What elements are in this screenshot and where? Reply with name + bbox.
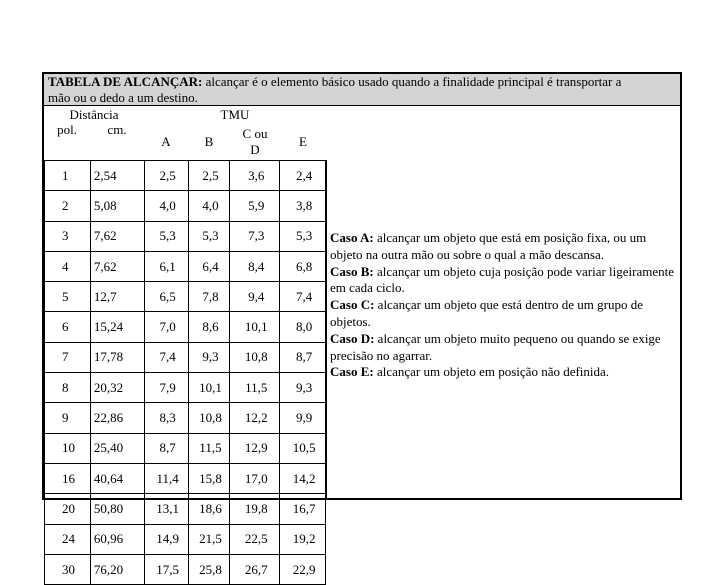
table-row [45, 251, 326, 281]
cell-e: 16,7 [280, 494, 326, 524]
case-text: alcançar um objeto que está em posição fixa, ou um objeto na outra mão ou sobre o qual a mão descansa. [330, 230, 647, 262]
cell-c: 9,4 [230, 282, 280, 312]
cell-e: 14,2 [280, 463, 326, 493]
case-item [330, 331, 675, 365]
cell-cm: 5,08 [90, 191, 144, 221]
cell-a: 11,4 [144, 463, 188, 493]
case-item [330, 264, 675, 298]
header-b: B [204, 134, 214, 149]
table-row [45, 342, 326, 372]
header-distance: Distância [69, 107, 119, 122]
title-bold: TABELA DE ALCANÇAR: [48, 74, 203, 89]
case-text: alcançar um objeto muito pequeno ou quando se exige precisão no agarrar. [330, 330, 661, 363]
title-line2: mão ou o dedo a um destino. [48, 90, 198, 105]
cell-cm: 25,40 [90, 433, 144, 463]
cell-pol: 1 [45, 161, 91, 191]
cell-b: 7,8 [188, 282, 230, 312]
cell-e: 10,5 [280, 433, 326, 463]
cell-c: 12,9 [230, 433, 280, 463]
table-row [45, 463, 326, 493]
cell-b: 10,8 [188, 403, 230, 433]
cell-b: 21,5 [188, 524, 230, 554]
cell-a: 2,5 [144, 161, 188, 191]
cell-c: 11,5 [230, 373, 280, 403]
cell-a: 13,1 [144, 494, 188, 524]
table-row [45, 554, 326, 584]
cell-c: 10,1 [230, 312, 280, 342]
cell-c: 3,6 [230, 161, 280, 191]
header-c-line1: C ou [242, 126, 268, 141]
cell-b: 2,5 [188, 161, 230, 191]
table-row [45, 282, 326, 312]
cell-b: 6,4 [188, 251, 230, 281]
table-row [45, 191, 326, 221]
reach-data-table [44, 160, 326, 585]
header-c-line2: D [250, 142, 260, 157]
cell-b: 10,1 [188, 373, 230, 403]
case-item [330, 230, 675, 264]
cell-c: 10,8 [230, 342, 280, 372]
cell-e: 8,7 [280, 342, 326, 372]
cell-e: 22,9 [280, 554, 326, 584]
table-row [45, 403, 326, 433]
table-row [45, 524, 326, 554]
cell-e: 9,9 [280, 403, 326, 433]
cell-c: 26,7 [230, 554, 280, 584]
case-item [330, 297, 675, 331]
cell-e: 3,8 [280, 191, 326, 221]
table-row [45, 312, 326, 342]
case-label: Caso A: [330, 230, 374, 245]
cell-pol: 7 [45, 342, 91, 372]
cell-pol: 3 [45, 221, 91, 251]
cell-e: 6,8 [280, 251, 326, 281]
cell-cm: 76,20 [90, 554, 144, 584]
cell-cm: 7,62 [90, 221, 144, 251]
cell-a: 6,1 [144, 251, 188, 281]
cell-e: 8,0 [280, 312, 326, 342]
cell-c: 12,2 [230, 403, 280, 433]
cell-a: 8,7 [144, 433, 188, 463]
cell-b: 9,3 [188, 342, 230, 372]
cell-c: 17,0 [230, 463, 280, 493]
cell-pol: 20 [45, 494, 91, 524]
cell-b: 15,8 [188, 463, 230, 493]
cell-e: 5,3 [280, 221, 326, 251]
cell-pol: 9 [45, 403, 91, 433]
case-label: Caso B: [330, 263, 374, 279]
cell-pol: 10 [45, 433, 91, 463]
cell-cm: 15,24 [90, 312, 144, 342]
cell-a: 7,4 [144, 342, 188, 372]
cell-a: 7,0 [144, 312, 188, 342]
cell-c: 5,9 [230, 191, 280, 221]
cell-pol: 30 [45, 554, 91, 584]
cell-c: 8,4 [230, 251, 280, 281]
header-a: A [161, 134, 171, 149]
cell-e: 9,3 [280, 373, 326, 403]
cell-pol: 5 [45, 282, 91, 312]
table-header [44, 106, 326, 160]
cell-b: 8,6 [188, 312, 230, 342]
cell-pol: 4 [45, 251, 91, 281]
cell-a: 5,3 [144, 221, 188, 251]
cell-a: 8,3 [144, 403, 188, 433]
cell-cm: 12,7 [90, 282, 144, 312]
table-row [45, 221, 326, 251]
header-cm: cm. [107, 122, 127, 137]
cell-a: 6,5 [144, 282, 188, 312]
cell-a: 14,9 [144, 524, 188, 554]
cell-b: 11,5 [188, 433, 230, 463]
cell-b: 5,3 [188, 221, 230, 251]
table-row [45, 433, 326, 463]
cell-pol: 6 [45, 312, 91, 342]
cell-cm: 40,64 [90, 463, 144, 493]
cell-e: 19,2 [280, 524, 326, 554]
cell-cm: 7,62 [90, 251, 144, 281]
cell-b: 25,8 [188, 554, 230, 584]
cell-cm: 17,78 [90, 342, 144, 372]
header-pol: pol. [57, 122, 77, 137]
table-title [44, 74, 680, 106]
cell-e: 2,4 [280, 161, 326, 191]
case-item [330, 364, 675, 381]
cell-b: 4,0 [188, 191, 230, 221]
case-descriptions [330, 230, 675, 381]
cell-pol: 24 [45, 524, 91, 554]
reach-table-frame [42, 72, 682, 577]
cell-a: 17,5 [144, 554, 188, 584]
cell-cm: 2,54 [90, 161, 144, 191]
cell-pol: 16 [45, 463, 91, 493]
case-label: Caso D: [330, 330, 375, 346]
case-label: Caso C: [330, 297, 375, 313]
cell-c: 19,8 [230, 494, 280, 524]
header-tmu: TMU [220, 107, 250, 122]
cell-a: 4,0 [144, 191, 188, 221]
case-label: Caso E: [330, 364, 374, 380]
case-text: alcançar um objeto que está dentro de um grupo de objetos. [330, 297, 643, 329]
table-divider [326, 160, 327, 498]
table-row [45, 373, 326, 403]
table-row [45, 494, 326, 524]
cell-cm: 60,96 [90, 524, 144, 554]
header-e: E [299, 134, 307, 149]
cell-cm: 22,86 [90, 403, 144, 433]
cell-cm: 50,80 [90, 494, 144, 524]
case-text: alcançar um objeto cuja posição pode variar ligeiramente em cada ciclo. [330, 263, 675, 296]
title-line1: alcançar é o elemento básico usado quando a finalidade principal é transportar a [202, 74, 622, 89]
cell-pol: 2 [45, 191, 91, 221]
cell-pol: 8 [45, 373, 91, 403]
case-text: alcançar um objeto em posição não definida. [373, 364, 610, 380]
cell-e: 7,4 [280, 282, 326, 312]
cell-b: 18,6 [188, 494, 230, 524]
cell-c: 7,3 [230, 221, 280, 251]
cell-a: 7,9 [144, 373, 188, 403]
cell-cm: 20,32 [90, 373, 144, 403]
table-row [45, 161, 326, 191]
cell-c: 22,5 [230, 524, 280, 554]
